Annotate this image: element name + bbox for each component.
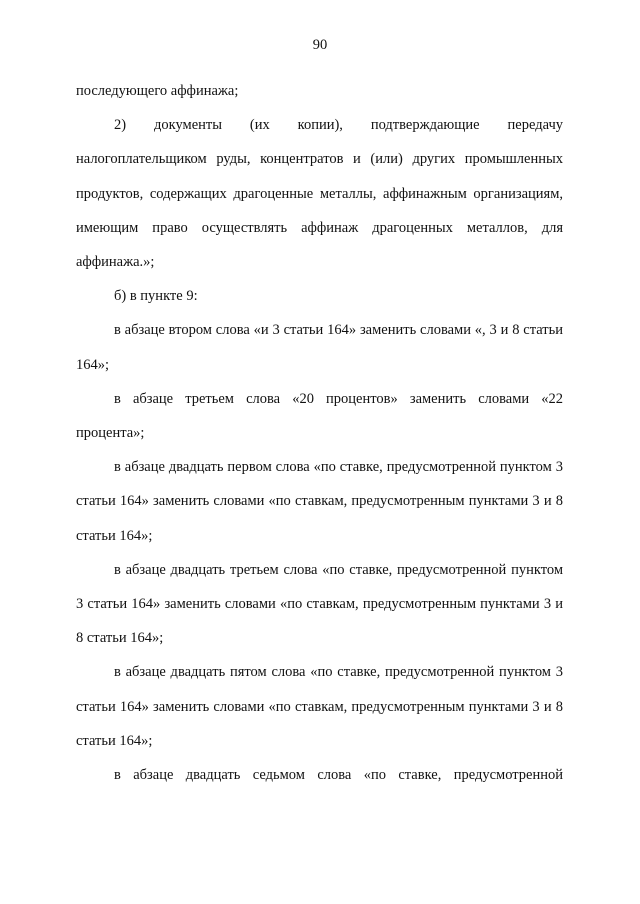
document-body (76, 74, 563, 792)
paragraph-abzac-twenty-fifth: в абзаце двадцать пятом слова «по ставке, предусмотренной пунктом 3 статьи 164» заменить словами «по ставкам, предусмотренным пунктами 3 и 8 статьи 164»; (76, 664, 563, 749)
paragraph-abzac-twenty-first: в абзаце двадцать первом слова «по ставке, предусмотренной пунктом 3 статьи 164» заменить словами «по ставкам, предусмотренным пунктами 3 и 8 статьи 164»; (76, 459, 563, 544)
paragraph-abzac-second: в абзаце втором слова «и 3 статьи 164» заменить словами «, 3 и 8 статьи 164»; (76, 322, 563, 373)
paragraph-item-2-documents: 2) документы (их копии), подтверждающие передачу налогоплательщиком руды, концентратов и (или) других промышленных продуктов, содержащих драгоценные металлы, аффинажным организациям, имеющим право осуществлять аффинаж драгоценных металлов, для аффинажа.»; (76, 117, 563, 271)
paragraph-abzac-twenty-third: в абзаце двадцать третьем слова «по ставке, предусмотренной пунктом 3 статьи 164» заменить словами «по ставкам, предусмотренным пунктами 3 и 8 статьи 164»; (76, 561, 563, 647)
paragraph-abzac-twenty-seventh: в абзаце двадцать седьмом слова «по ставке, предусмотренной (114, 767, 563, 784)
paragraph-abzac-third: в абзаце третьем слова «20 процентов» заменить словами «22 процента»; (76, 390, 563, 442)
paragraph-continuation: последующего аффинажа; (76, 83, 239, 99)
paragraph-subitem-b: б) в пункте 9: (114, 288, 198, 305)
page-number: 90 (312, 37, 328, 53)
